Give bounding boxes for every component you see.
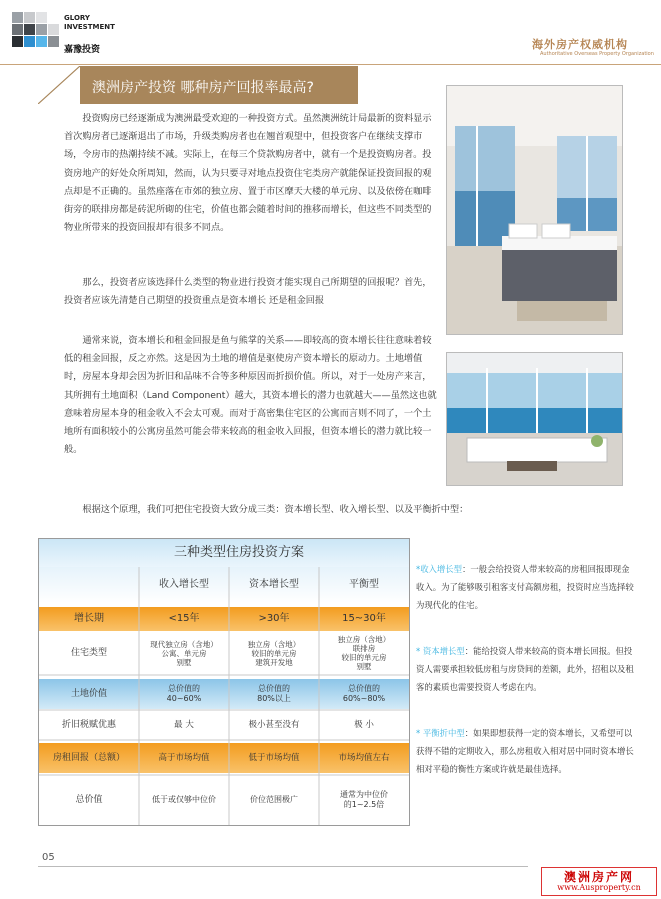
note-text: ：如果即想获得一定的资本增长，又希望可以获得不错的定期收入，那么房租收入相对居中同时资本增长相对平稳的衡性方案或许就是最佳选择。	[416, 728, 634, 774]
table-cell: 最 大	[174, 720, 194, 730]
row-label: 总价值	[75, 795, 103, 805]
article-title: 澳洲房产投资 哪种房产回报率最高?	[92, 80, 314, 96]
row-label: 住宅类型	[70, 648, 107, 658]
note-text: ：能给投资人带来较高的资本增长回报。但投资人需要承担较低房租与房贷间的差额，此外，招租以及租客的素质也需要投资人考虑在内。	[416, 646, 634, 692]
table-cell: 价位范围极广	[250, 795, 298, 804]
table-cell: 独立房（含地） 联排房 较旧的单元房 别墅	[337, 635, 391, 671]
table-cell: 高于市场均值	[158, 753, 210, 763]
column-header: 平衡型	[349, 579, 379, 590]
table-cell: <15年	[168, 613, 200, 624]
table-gridlines	[39, 539, 409, 825]
table-cell: 现代独立房（含地） 公寓、单元房 别墅	[150, 639, 218, 667]
column-header: 资本增长型	[249, 579, 299, 590]
note-label: *收入增长型	[416, 564, 463, 574]
table-cell: 极 小	[354, 720, 374, 730]
header-divider	[0, 64, 661, 65]
stamp-site-name: 澳洲房产网	[563, 870, 634, 884]
note-capital-growth	[416, 642, 636, 696]
table-title: 三种类型住房投资方案	[173, 545, 304, 560]
stamp-url: www.Ausproperty.cn	[557, 883, 641, 892]
logo-mark	[12, 12, 60, 60]
paragraph-1: 投资购房已经逐渐成为澳洲最受欢迎的一种投资方式。虽然澳洲统计局最新的资料显示首次购房者已逐渐退出了市场，升级类购房者也在翘首观望中，但投资客户在继续支撑市场，令房市的热潮持续不减。实际上，在每三个贷款购房者中，就有一个是投资购房者。投资房地产的好处众所周知，然而，认为只要寻对地点投资住宅类房产就能保证投资回报的观点却是不正确的。虽然座落在市郊的独立房、置于市区摩天大楼的单元房、以及依傍在咖啡街旁的联排房都是砖泥所砌的住宅，价值也都会随着时间的推移而增长，但这些不同类型的物业所带来的投资回报却有很多不同点。	[64, 113, 432, 234]
table-cell: 独立房（含地） 较旧的单元房 建筑开发地	[247, 639, 301, 667]
investment-comparison-table	[38, 538, 410, 826]
note-income-growth	[416, 560, 636, 614]
footer-divider	[38, 866, 528, 867]
bedroom-photo	[446, 85, 623, 335]
logo-line1: GLORY	[64, 14, 90, 22]
table-cell: 低于或仅够中位价	[152, 795, 216, 804]
row-label: 增长期	[74, 613, 104, 624]
logo-wordmark	[64, 14, 115, 32]
paragraph-3: 通常来说，资本增长和租金回报是鱼与熊掌的关系——即较高的资本增长往往意味着较低的租金回报，反之亦然。这是因为土地的增值是驱使房产资本增长的原动力。土地增值时，房屋本身却会因为折旧和品味不合等多种原因而折损价值。所以，对于一处房产来言，其所拥有土地面积（Land Component）越大，其资本增长的潜力也就越大——虽然这也就意味着房屋本身的租金收入不会太可观。而对于高密集住宅区的公寓而言则不同了，一个土地所有面积较小的公寓房虽然可能会带来较高的租金收入回报，但资本增长的潜力就比较一般。	[64, 335, 437, 456]
note-label: * 资本增长型	[416, 646, 465, 656]
paragraph-4: 根据这个原理，我们可把住宅投资大致分成三类：资本增长型、收入增长型、以及平衡折中型：	[82, 504, 469, 515]
page-number: 05	[42, 852, 55, 863]
brand-tagline: Authoritative Overseas Property Organization	[540, 51, 654, 57]
table-cell: >30年	[258, 613, 290, 624]
table-cell: 低于市场均值	[248, 753, 300, 763]
row-label: 房租回报（总额）	[52, 753, 125, 763]
note-text: ：一般会给投资人带来较高的房租回报即现金收入。为了能够吸引租客支付高额房租，投资时应当选择较为现代化的住宅。	[416, 564, 634, 610]
table-cell: 总价值的 60%~80%	[342, 684, 386, 703]
logo-cn: 嘉豫投资	[64, 45, 101, 55]
table-cell: 15~30年	[342, 613, 386, 624]
logo-line2: INVESTMENT	[64, 23, 115, 31]
note-label: * 平衡折中型	[416, 728, 465, 738]
living-room-photo	[446, 352, 623, 486]
title-corner-decoration	[38, 66, 81, 104]
row-label: 土地价值	[70, 689, 107, 699]
table-cell: 总价值的 40~60%	[166, 684, 202, 703]
paragraph-2: 那么，投资者应该选择什么类型的物业进行投资才能实现自己所期望的回报呢？首先，投资者应该先清楚自己期望的投资重点是资本增长 还是租金回报	[64, 277, 432, 307]
table-cell: 通常为中位价 的1~2.5倍	[340, 790, 388, 809]
table-cell: 总价值的 80%以上	[257, 684, 291, 703]
table-cell: 市场均值左右	[338, 753, 390, 763]
note-balanced	[416, 724, 636, 778]
table-cell: 极小甚至没有	[248, 720, 300, 730]
watermark-stamp	[541, 867, 657, 896]
brand-name: 海外房产权威机构	[532, 38, 628, 51]
row-label: 折旧税赋优惠	[61, 720, 116, 730]
column-header: 收入增长型	[159, 579, 209, 590]
